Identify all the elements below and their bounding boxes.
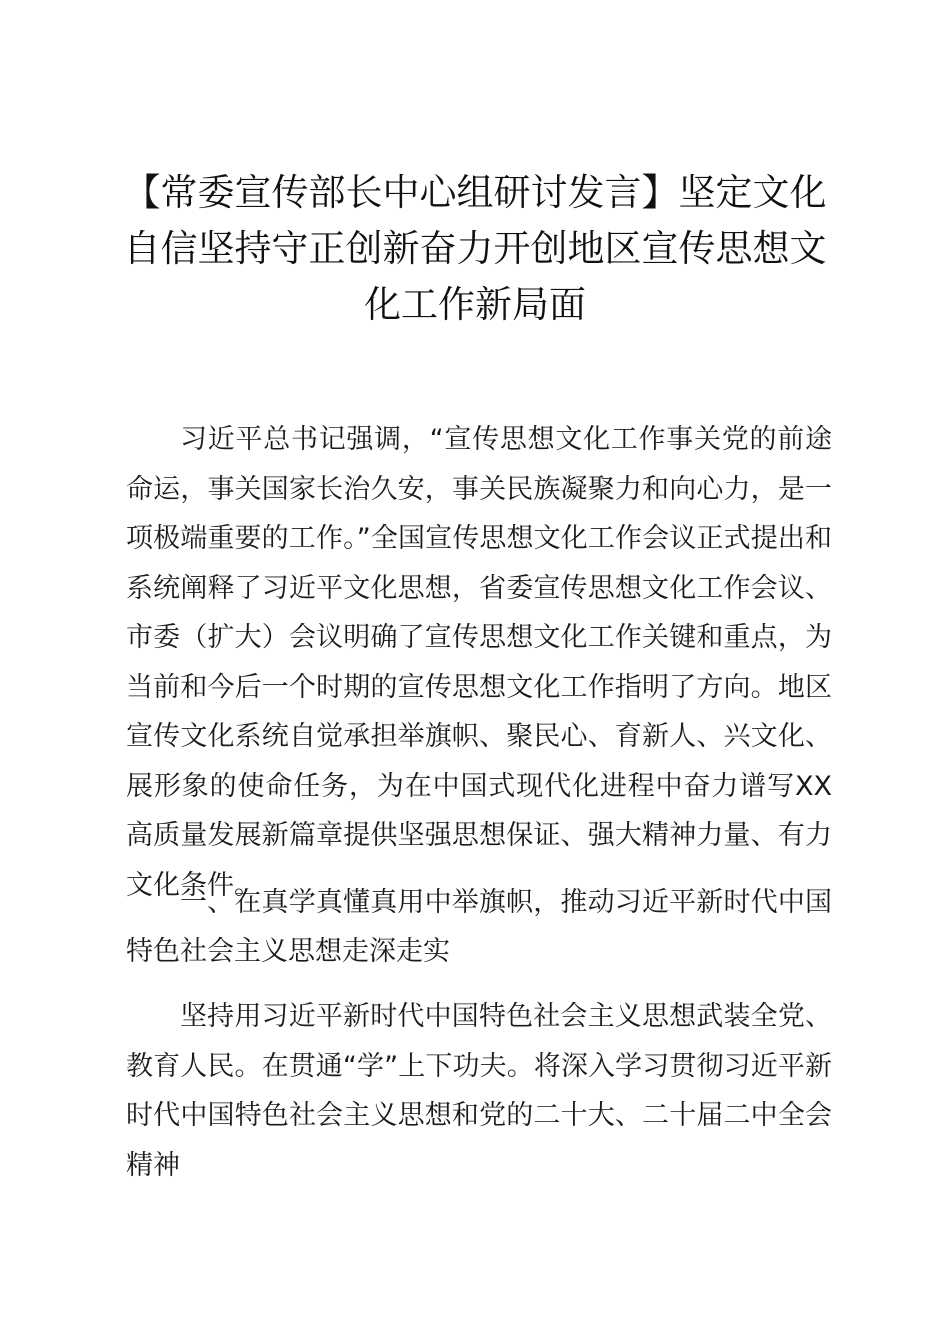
- intro-paragraph: 习近平总书记强调，“宣传思想文化工作事关党的前途命运，事关国家长治久安，事关民族凝聚力和向心力，是一项极端重要的工作。”全国宣传思想文化工作会议正式提出和系统阐释了习近平文化思想，省委宣传思想文化工作会议、市委（扩大）会议明确了宣传思想文化工作关键和重点，为当前和今后一个时期的宣传思想文化工作指明了方向。地区宣传文化系统自觉承担举旗帜、聚民心、育新人、兴文化、展形象的使命任务，为在中国式现代化进程中奋力谱写XX高质量发展新篇章提供坚强思想保证、强大精神力量、有力文化条件。: [126, 424, 832, 901]
- section-1-paragraph: 坚持用习近平新时代中国特色社会主义思想武装全党、教育人民。在贯通“学”上下功夫。将深入学习贯彻习近平新时代中国特色社会主义思想和党的二十大、二十届二中全会精神: [126, 1001, 832, 1181]
- section-heading-1: 一、在真学真懂真用中举旗帜，推动习近平新时代中国特色社会主义思想走深走实: [126, 887, 832, 967]
- document-title: 【常委宣传部长中心组研讨发言】坚定文化自信坚持守正创新奋力开创地区宣传思想文化工作新局面: [123, 171, 827, 326]
